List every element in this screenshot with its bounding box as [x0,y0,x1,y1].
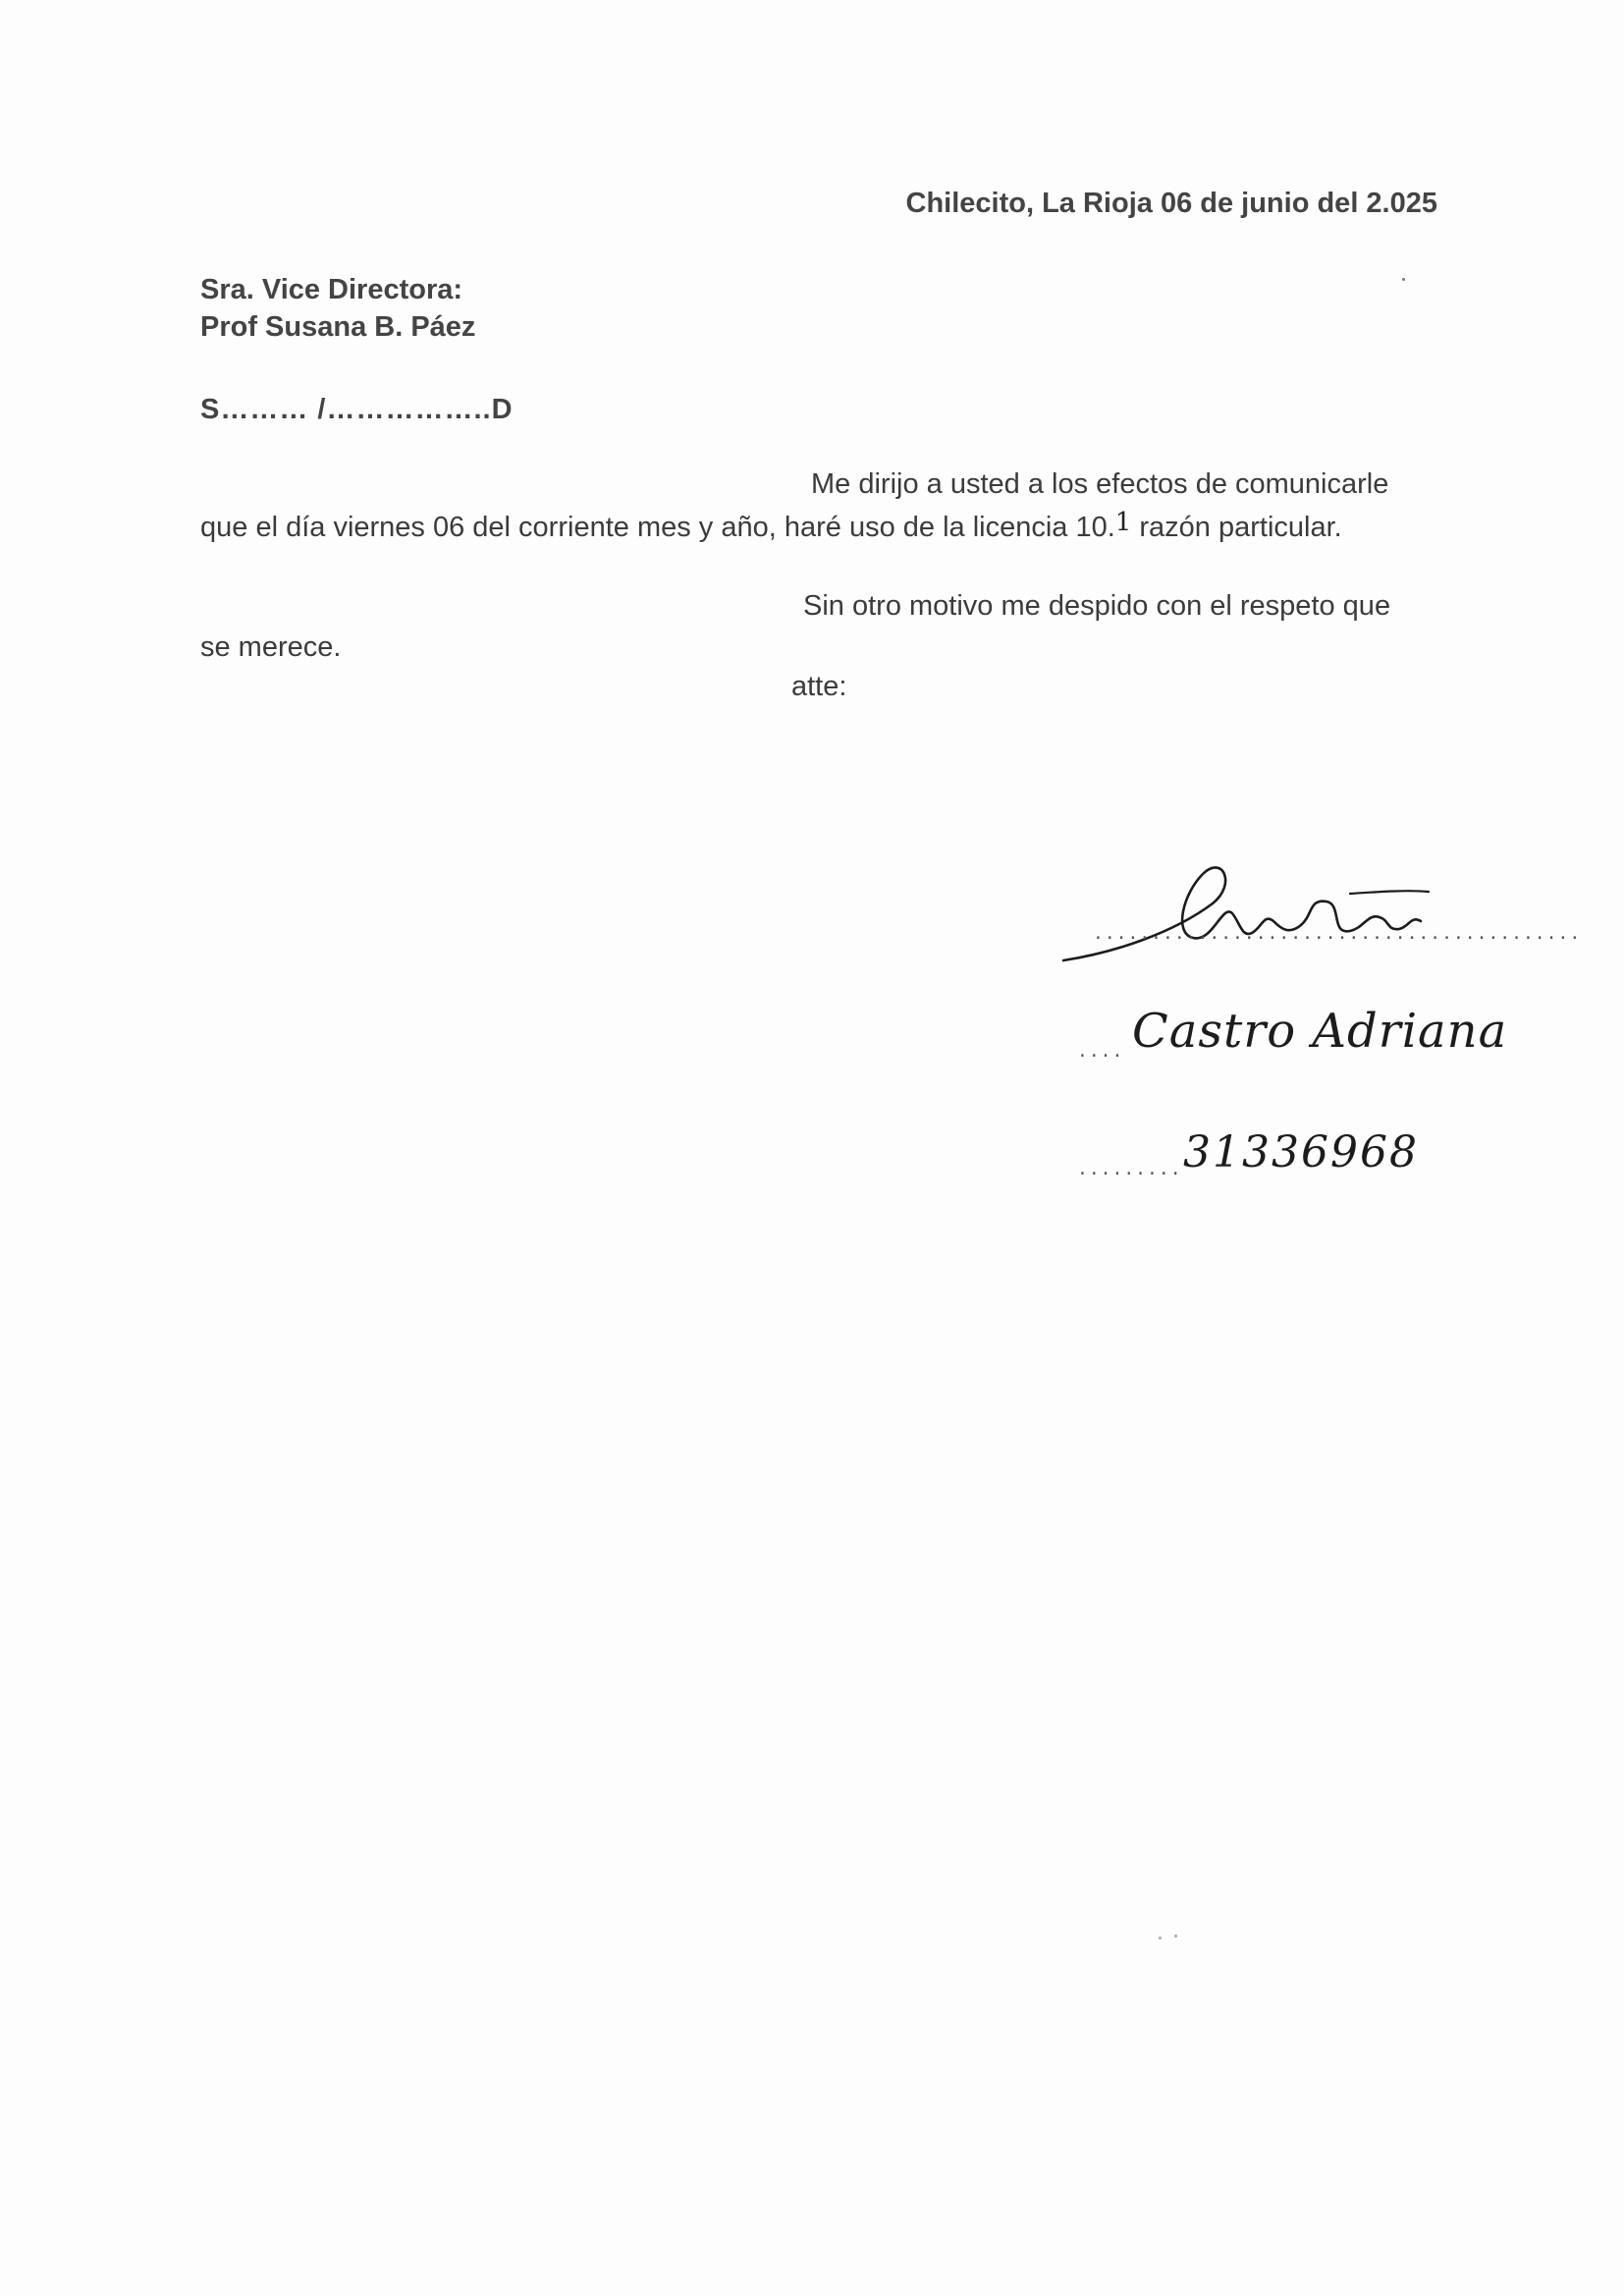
paragraph-2-line-2: se merece. [200,631,342,663]
signature-dotted-line: .......................................... [1093,923,1582,944]
signature-flourish [1350,891,1429,894]
paragraph-2-line-1: Sin otro motivo me despido con el respeto que [803,590,1391,622]
paragraph-1-line-1: Me dirijo a usted a los efectos de comunicarle [811,468,1389,500]
name-dotted-prefix: .... [1077,1041,1124,1062]
handwritten-license-digit: 1 [1114,508,1132,537]
recipient-title: Sra. Vice Directora: [200,274,463,305]
handwritten-name: Castro Adriana [1132,1004,1508,1059]
scan-speck [1174,1935,1177,1938]
closing: atte: [791,671,847,702]
dni-dotted-prefix: ......... [1077,1159,1182,1179]
scan-speck [1402,278,1405,281]
recipient-name: Prof Susana B. Páez [200,311,476,343]
signature-block [1056,845,1582,1198]
signature-stroke [1063,867,1421,960]
paragraph-1-line-2 [200,508,1342,545]
date-line: Chilecito, La Rioja 06 de junio del 2.025 [905,188,1437,219]
salutation: S……… /……………..D [200,394,514,425]
handwritten-dni: 31336968 [1183,1127,1419,1177]
paragraph-1-text-a: que el día viernes 06 del corriente mes y año, haré uso de la licencia 10. [200,512,1115,543]
paragraph-1-text-b: razón particular. [1131,512,1342,543]
scan-speck [1159,1937,1162,1940]
